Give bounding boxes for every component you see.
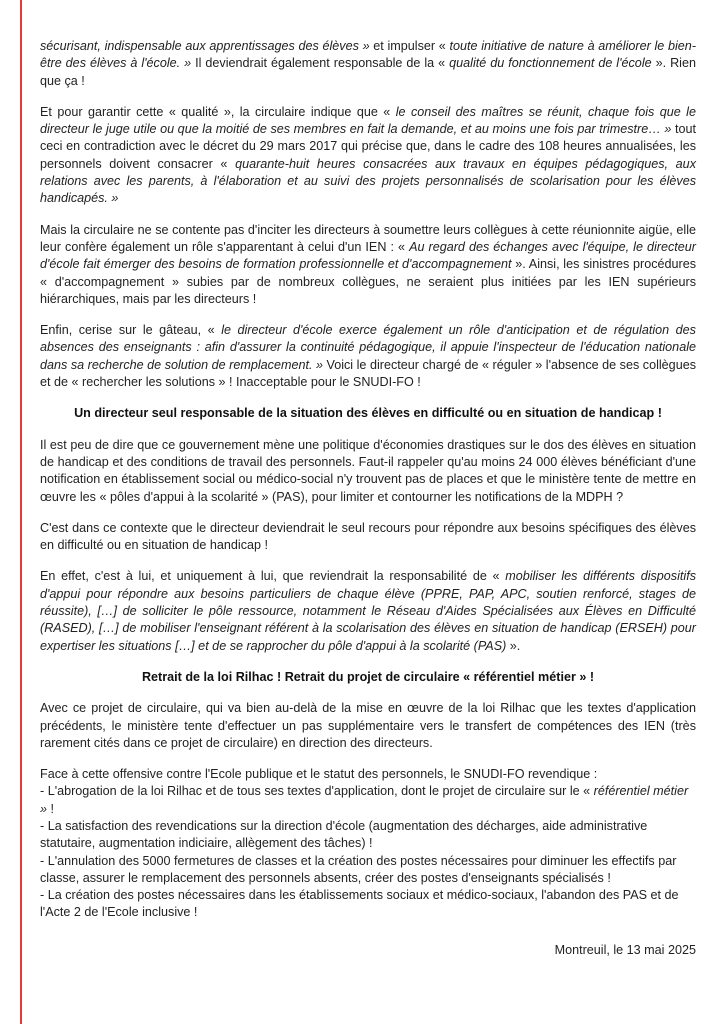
list-item: - L'annulation des 5000 fermetures de classes et la création des postes nécessaires pour diminuer les effectifs par classe, assurer le remplacement des personnels absents, créer des postes d'enseignants spécialisés ! [40, 853, 677, 885]
text-run: - L'abrogation de la loi Rilhac et de tous ses textes d'application, dont le projet de circulaire sur le « [40, 784, 594, 799]
section-heading-handicap: Un directeur seul responsable de la situation des élèves en difficulté ou en situation de handicap ! [74, 406, 662, 421]
text-run: Enfin, cerise sur le gâteau, « [40, 323, 222, 338]
italic-quote: qualité du fonctionnement de l'école [449, 56, 652, 71]
list-item: - La satisfaction des revendications sur la direction d'école (augmentation des décharges, aide administrative statutaire, augmentation indiciaire, allègement des tâches) ! [40, 818, 648, 851]
italic-quote: quarante-huit heures consacrées aux travaux en équipes pédagogiques, aux relations avec les parents, à l'élaboration et au suivi des projets personnalisés de scolarisation pour les élèves handicapés. » [40, 156, 696, 206]
italic-quote: toute initiative de nature à améliorer le bien-être des élèves à l'école. » [40, 39, 697, 71]
text-run: Mais la circulaire ne se contente pas d'inciter les directeurs à soumettre leurs collègues à cette réunionnite aigüe, elle leur confère également un rôle s'apparentant à celui d'un IEN : « [40, 222, 696, 254]
paragraph-conseil-des-maitres [40, 104, 696, 208]
demands-intro: Face à cette offensive contre l'Ecole publique et le statut des personnels, le SNUDI-FO revendique : [40, 767, 598, 782]
demands-list [40, 766, 696, 922]
margin-line [20, 0, 22, 1024]
text-run: Voici le directeur chargé de « réguler » l'absence de ses collègues et de « rechercher les solutions » ! Inacceptable pour le SNUDI-FO ! [40, 357, 696, 390]
italic-quote: sécurisant, indispensable aux apprentissages des élèves » [40, 39, 370, 53]
paragraph-responsabilite [40, 568, 696, 654]
text-run: Il deviendrait également responsable de la « [191, 56, 450, 71]
paragraph-accompagnement [40, 222, 696, 308]
italic-quote: référentiel métier » [40, 784, 689, 816]
paragraph-absences [40, 322, 696, 391]
paragraph-quality [40, 38, 696, 90]
italic-quote: le directeur d'école exerce également un rôle d'anticipation et de régulation des absences des enseignants : afin d'assurer la continuité pédagogique, il appuie l'inspecteur de l'éducation nationale dans sa recherche de solution de remplacement. » [40, 323, 696, 372]
document-body [40, 38, 696, 973]
italic-quote: Au regard des échanges avec l'équipe, le directeur d'école fait émerger des besoins de formation professionnelle et d'accompagnement [40, 239, 696, 272]
text-run: ». [506, 638, 521, 653]
text-run: ». Ainsi, les sinistres procédures « d'accompagnement » subies par de nombreux collègues, ne seraient plus initiées par les IEN supérieurs hiérarchiques, mais par les directeurs ! [40, 257, 697, 306]
italic-quote: mobiliser les différents dispositifs d'appui pour répondre aux besoins particuliers de chaque élève (PPRE, PAP, APC, soutien renforcé, stages de réussite), […] de solliciter le pôle ressource, notamment le Réseau d'Aides Spécialisées aux Élèves en Difficulté (RASED), […] de mobiliser l'enseignant référent à la scolarisation des élèves en situation de handicap (ERSEH) pour expertiser les situations […] et de se rapprocher du pôle d'appui à la scolarité (PAS) [40, 569, 696, 653]
text-run: En effet, c'est à lui, et uniquement à lui, que reviendrait la responsabilité de « [40, 569, 506, 584]
text-run: Et pour garantir cette « qualité », la circulaire indique que « [40, 104, 396, 119]
signature-date: Montreuil, le 13 mai 2025 [554, 942, 696, 957]
paragraph-projet-circulaire: Avec ce projet de circulaire, qui va bien au-delà de la mise en œuvre de la loi Rilhac que les textes d'application précédents, le ministère tente d'effectuer un pas supplémentaire vers le transfert de compétences des IEN (très rarement cités dans ce projet de circulaire) en direction des directeurs. [40, 701, 696, 750]
paragraph-economies: Il est peu de dire que ce gouvernement mène une politique d'économies drastiques sur le dos des élèves en situation de handicap et des conditions de travail des personnels. Faut-il rappeler qu'au moins 24 000 élèves bénéficiant d'une notification en établissement social ou médico-social n'y trouvent pas de places et que le ministère tente de mettre en œuvre les « pôles d'appui à la scolarité » (PAS), pour limiter et contourner les notifications de la MDPH ? [40, 437, 696, 504]
list-item: - La création des postes nécessaires dans les établissements sociaux et médico-sociaux, l'abandon des PAS et de l'Acte 2 de l'Ecole inclusive ! [40, 888, 679, 920]
paragraph-seul-recours: C'est dans ce contexte que le directeur deviendrait le seul recours pour répondre aux besoins spécifiques des élèves en difficulté ou en situation de handicap ! [40, 520, 696, 553]
section-heading-retrait: Retrait de la loi Rilhac ! Retrait du projet de circulaire « référentiel métier » ! [141, 669, 595, 684]
text-run: et impulser « [369, 39, 450, 53]
text-run: tout ceci en contradiction avec le décret du 29 mars 2017 qui précise que, dans le cadre des 108 heures annualisées, les personnels doivent consacrer « [40, 122, 696, 171]
text-run: ». Rien que ça ! [40, 56, 696, 88]
italic-quote: le conseil des maîtres se réunit, chaque fois que le directeur le juge utile ou que la moitié de ses membres en fait la demande, et au moins une fois par trimestre… » [40, 104, 696, 137]
text-run: ! [47, 801, 55, 816]
list-item [40, 783, 696, 818]
